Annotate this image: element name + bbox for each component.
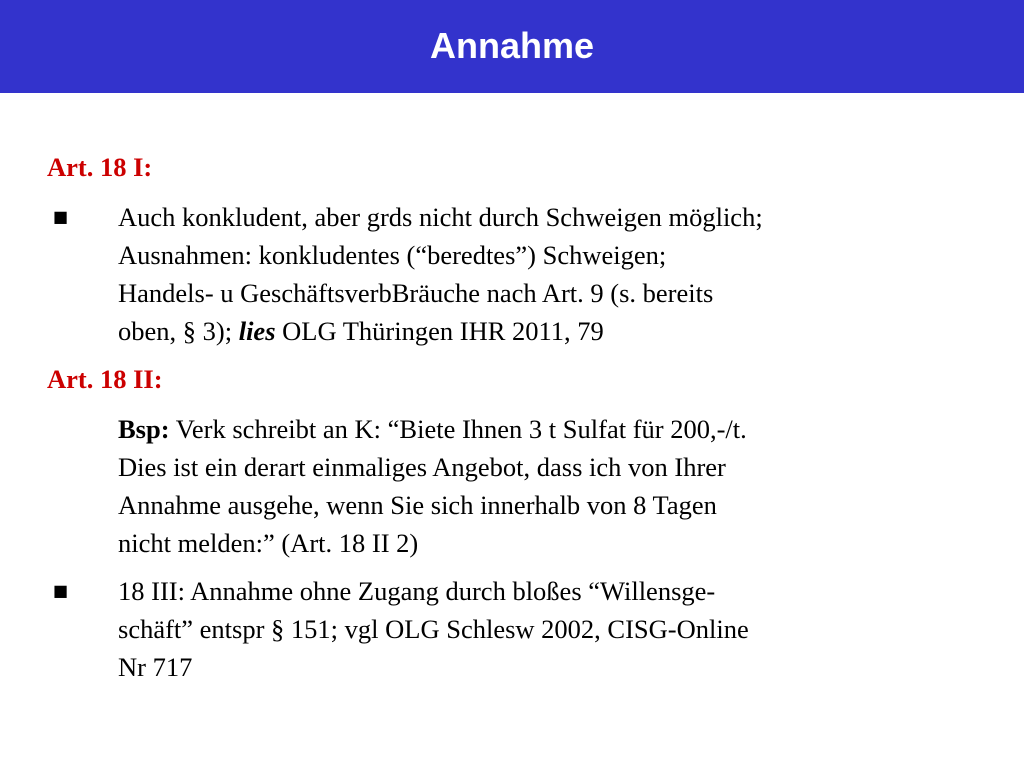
example-label: Bsp:: [118, 414, 170, 444]
square-bullet-icon: ■: [53, 207, 69, 226]
example-text-line: [118, 410, 987, 448]
example-text-line: Dies ist ein derart einmaliges Angebot, dass ich von Ihrer: [118, 452, 726, 482]
example-text-line: Annahme ausgehe, wenn Sie sich innerhalb von 8 Tagen: [118, 490, 717, 520]
bullet-text-line: schäft” entspr § 151; vgl OLG Schlesw 2002, CISG-Online: [118, 614, 749, 644]
example-text-line: nicht melden:” (Art. 18 II 2): [118, 528, 419, 558]
text-fragment: oben, § 3);: [118, 316, 239, 346]
text-fragment: OLG Thüringen IHR 2011, 79: [275, 316, 604, 346]
bullet-text-line: Nr 717: [118, 652, 193, 682]
bullet-text-line: [118, 312, 987, 350]
bullet-item-18-iii: [47, 572, 987, 686]
square-bullet-icon: ■: [53, 581, 69, 600]
bullet-text-line: 18 III: Annahme ohne Zugang durch bloßes “Willensge-: [118, 576, 716, 606]
section-heading-art-18-ii: Art. 18 II:: [47, 364, 163, 394]
example-block: [47, 410, 987, 562]
bullet-text-line: Auch konkludent, aber grds nicht durch Schweigen möglich;: [118, 202, 763, 232]
bullet-item-konkludent: [47, 198, 987, 350]
emphasis-lies: lies: [238, 316, 276, 346]
text-fragment: Verk schreibt an K: “Biete Ihnen 3 t Sulfat für 200,-/t.: [169, 414, 747, 444]
section-heading-art-18-i: Art. 18 I:: [47, 152, 153, 182]
slide-content: [47, 148, 987, 696]
bullet-text-line: Ausnahmen: konkludentes (“beredtes”) Schweigen;: [118, 240, 667, 270]
bullet-text-line: Handels- u GeschäftsverbBräuche nach Art. 9 (s. bereits: [118, 278, 714, 308]
slide-title: Annahme: [429, 25, 595, 66]
